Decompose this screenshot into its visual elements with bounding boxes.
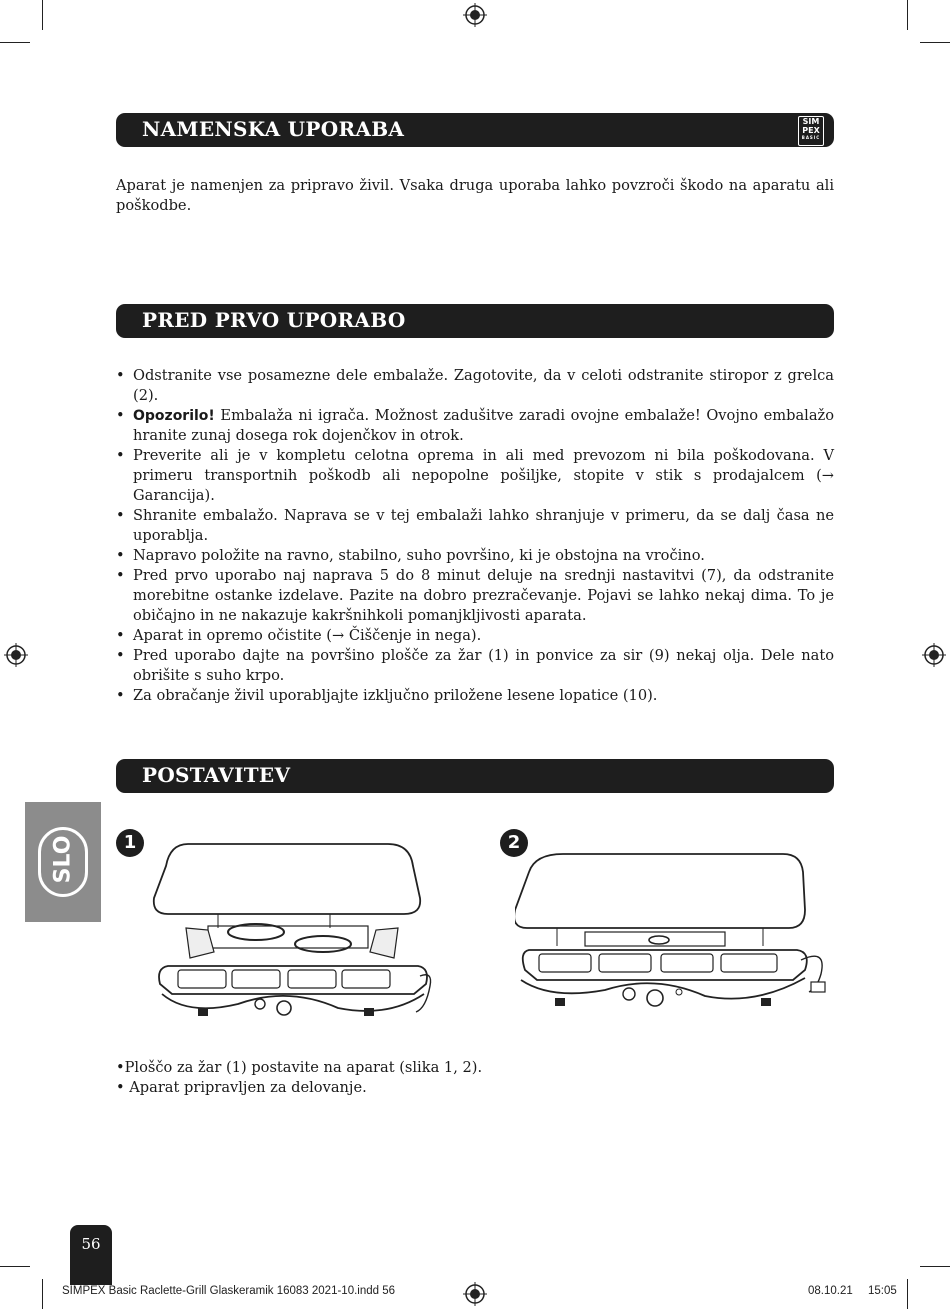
list-item-text: Embalaža ni igrača. Možnost zadušitve zaradi ovojne embalaže! Ovojno embalažo hranite zunaj dosega rok dojenčkov in otrok.	[133, 407, 834, 444]
intended-use-text: Aparat je namenjen za pripravo živil. Vsaka druga uporaba lahko povzroči škodo na aparatu ali poškodbe.	[116, 177, 834, 214]
list-item: • Za obračanje živil uporabljajte izključno priložene lesene lopatice (10).	[116, 686, 834, 706]
list-item: • Pred prvo uporabo naj naprava 5 do 8 minut deluje na srednji nastavitvi (7), da odstranite morebitne ostanke izdelave. Pazite na dobro prezračevanje. Pojavi se lahko nekaj dima. To je običajno in ne nakazuje kakršnihkoli pomanjkljivosti aparata.	[116, 566, 834, 626]
registration-mark-icon	[4, 643, 28, 667]
crop-mark	[920, 1266, 950, 1267]
crop-mark	[42, 1279, 43, 1309]
logo-line: BASIC	[801, 135, 821, 140]
list-item: • Napravo položite na ravno, stabilno, suho površino, ki je obstojna na vročino.	[116, 546, 834, 566]
section-header	[116, 304, 834, 338]
section-title: POSTAVITEV	[142, 763, 291, 787]
list-item: • Preverite ali je v kompletu celotna oprema in ali med prevozom ni bila poškodovana. V primeru transportnih poškodb ali nepopolne pošiljke, stopite v stik s prodajalcem (→ Garancija).	[116, 446, 834, 506]
warning-label: Opozorilo!	[133, 408, 215, 424]
crop-mark	[0, 1266, 30, 1267]
section-header	[116, 113, 834, 147]
list-item: • Odstranite vse posamezne dele embalaže. Zagotovite, da v celoti odstranite stiropor z grelca (2).	[116, 366, 834, 406]
raclette-grill-illustration-2	[515, 850, 840, 1018]
section-header	[116, 759, 834, 793]
logo-line: PEX	[802, 126, 820, 135]
registration-mark-icon	[463, 1282, 487, 1306]
list-item	[116, 406, 834, 446]
figure-number-badge: 2	[500, 829, 528, 857]
figure-number-badge: 1	[116, 829, 144, 857]
list-item: • Aparat in opremo očistite (→ Čiščenje in nega).	[116, 626, 834, 646]
simpex-logo	[798, 116, 824, 146]
registration-mark-icon	[922, 643, 946, 667]
crop-mark	[42, 0, 43, 30]
raclette-grill-illustration-1	[148, 836, 438, 1026]
language-tab-label: SLO	[50, 835, 76, 884]
crop-mark	[907, 1279, 908, 1309]
footer-date: 08.10.21	[808, 1285, 853, 1297]
crop-mark	[0, 42, 30, 43]
before-first-use-list	[116, 366, 834, 706]
crop-mark	[907, 0, 908, 30]
section-title: PRED PRVO UPORABO	[142, 308, 406, 332]
footer-file-info: SIMPEX Basic Raclette-Grill Glaskeramik 16083 2021-10.indd 56	[62, 1285, 396, 1297]
crop-mark	[920, 42, 950, 43]
list-item: • Pred uporabo dajte na površino plošče za žar (1) in ponvice za sir (9) nekaj olja. Dele nato obrišite s suho krpo.	[116, 646, 834, 686]
section-title: NAMENSKA UPORABA	[142, 117, 405, 141]
setup-line: • Aparat pripravljen za delovanje.	[116, 1079, 367, 1096]
logo-line: SIM	[802, 117, 820, 126]
language-tab	[25, 802, 101, 922]
footer-time: 15:05	[868, 1285, 897, 1297]
registration-mark-icon	[463, 3, 487, 27]
page-number: 56	[70, 1225, 112, 1285]
setup-line: •Ploščo za žar (1) postavite na aparat (slika 1, 2).	[116, 1059, 483, 1076]
list-item: • Shranite embalažo. Naprava se v tej embalaži lahko shranjuje v primeru, da se dalj časa ne uporablja.	[116, 506, 834, 546]
